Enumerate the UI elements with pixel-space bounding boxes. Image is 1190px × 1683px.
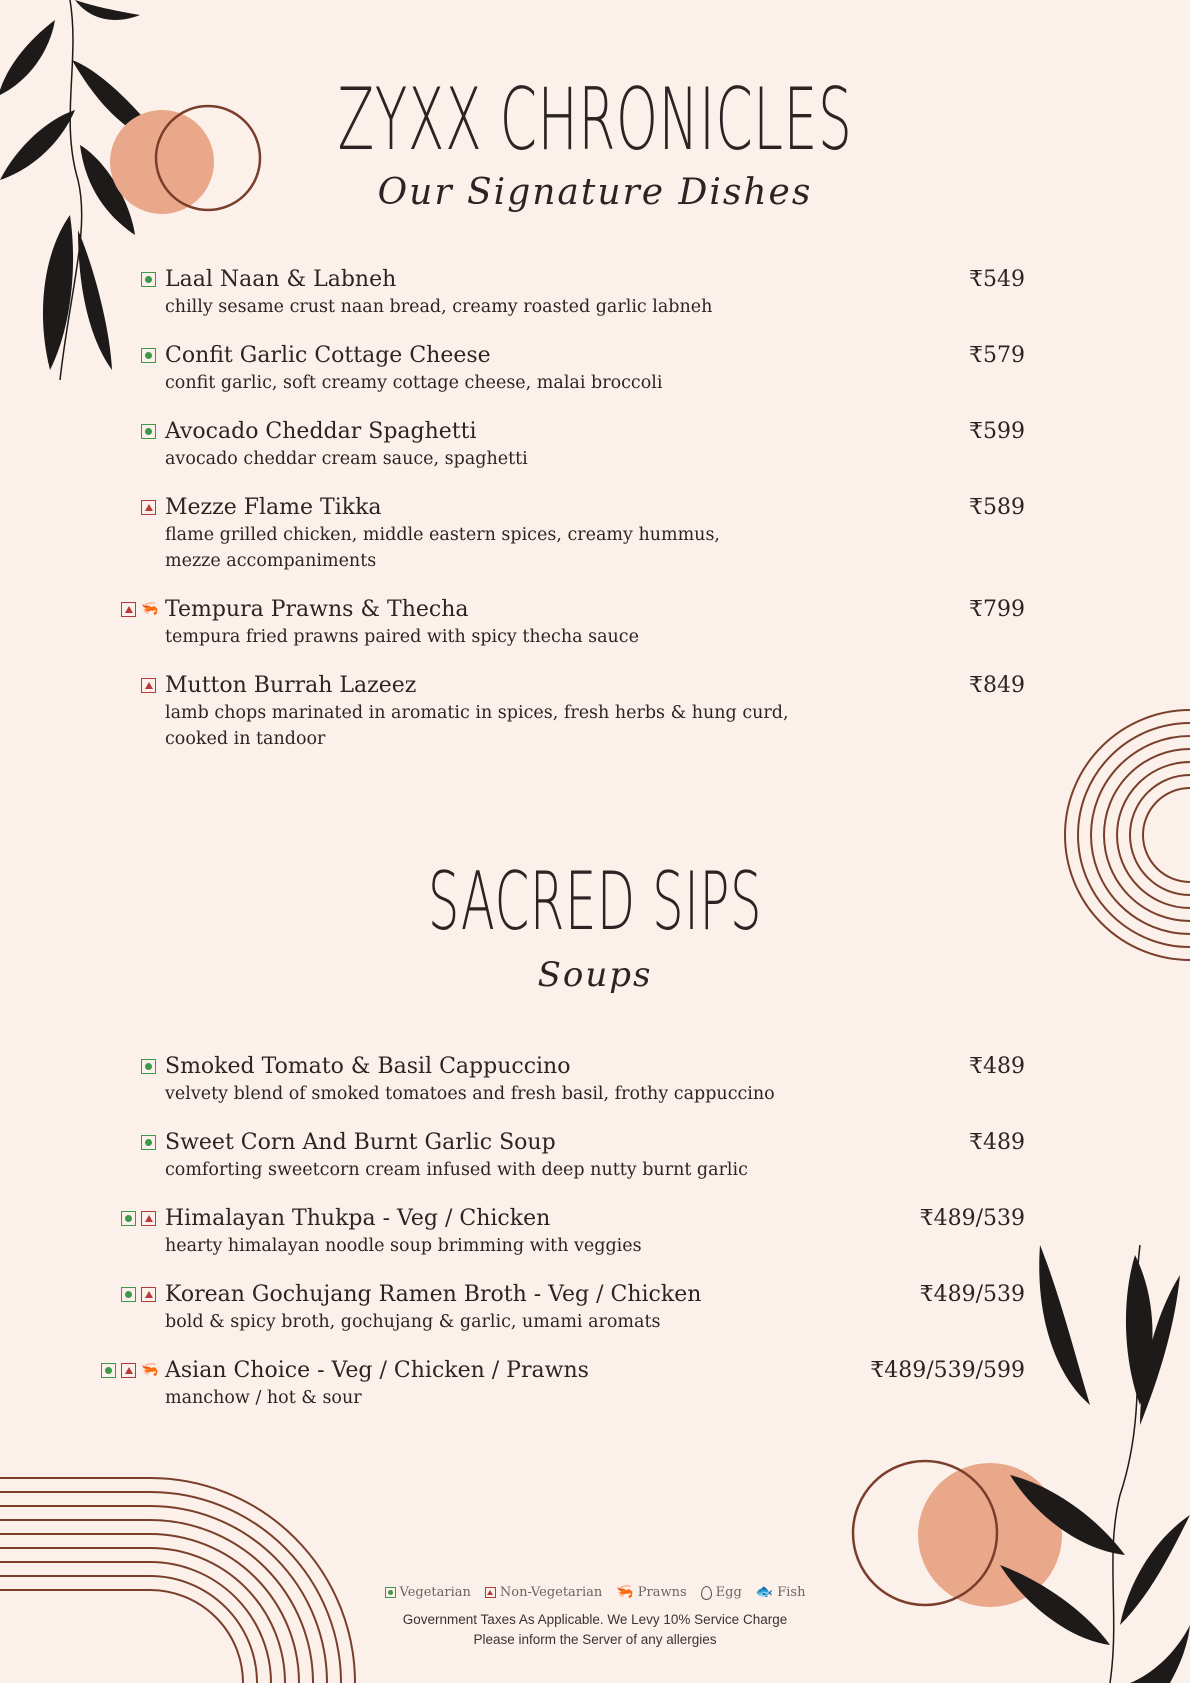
item-name: Mezze Flame Tikka	[165, 495, 382, 520]
item-name: Mutton Burrah Lazeez	[165, 673, 417, 698]
prawn-icon: 🦐	[141, 601, 159, 617]
diet-icons	[121, 1211, 156, 1226]
veg-icon	[141, 424, 156, 439]
item-description: flame grilled chicken, middle eastern spices, creamy hummus, mezze accompaniments	[165, 525, 720, 571]
diet-icons	[121, 1287, 156, 1302]
dietary-legend	[0, 1585, 1190, 1600]
item-price: ₹489/539/599	[870, 1358, 1025, 1383]
nonveg-icon	[141, 1287, 156, 1302]
arch-lines-bottom-left	[0, 1470, 360, 1683]
menu-item	[165, 1205, 1025, 1259]
legend-veg	[385, 1585, 471, 1600]
veg-icon	[141, 348, 156, 363]
legend-egg-label: Egg	[715, 1585, 742, 1600]
item-price: ₹799	[969, 597, 1025, 622]
veg-icon	[385, 1587, 396, 1598]
item-price: ₹549	[969, 267, 1025, 292]
fish-icon: 🐟	[755, 1584, 774, 1600]
item-price: ₹489	[969, 1054, 1025, 1079]
tax-note: Government Taxes As Applicable. We Levy 10% Service Charge	[402, 1612, 788, 1627]
item-price: ₹579	[969, 343, 1025, 368]
legend-egg	[701, 1585, 742, 1600]
section-subtitle-signature: Our Signature Dishes	[377, 172, 813, 213]
nonveg-icon	[141, 678, 156, 693]
item-description: bold & spicy broth, gochujang & garlic, umami aromats	[165, 1312, 661, 1332]
item-price: ₹489	[969, 1130, 1025, 1155]
nonveg-icon	[121, 602, 136, 617]
veg-icon	[141, 1059, 156, 1074]
veg-icon	[121, 1287, 136, 1302]
item-name: Himalayan Thukpa - Veg / Chicken	[165, 1206, 551, 1231]
item-name: Asian Choice - Veg / Chicken / Prawns	[165, 1358, 589, 1383]
item-name: Laal Naan & Labneh	[165, 267, 397, 292]
legend-prawns-label: Prawns	[637, 1585, 687, 1600]
nonveg-icon	[485, 1587, 496, 1598]
diet-icons	[141, 348, 156, 363]
item-description: tempura fried prawns paired with spicy thecha sauce	[165, 627, 639, 647]
item-description: manchow / hot & sour	[165, 1388, 362, 1408]
item-price: ₹849	[969, 673, 1025, 698]
menu-item	[165, 494, 1025, 574]
item-price: ₹589	[969, 495, 1025, 520]
item-description: confit garlic, soft creamy cottage cheese, malai broccoli	[165, 373, 663, 393]
section-subtitle-soups: Soups	[537, 955, 653, 995]
item-description: chilly sesame crust naan bread, creamy roasted garlic labneh	[165, 297, 713, 317]
nonveg-icon	[141, 500, 156, 515]
arch-lines-right	[1000, 705, 1190, 965]
menu-item	[165, 418, 1025, 472]
legend-fish	[756, 1585, 806, 1600]
menu-item	[165, 672, 1025, 752]
diet-icons	[141, 272, 156, 287]
diet-icons	[141, 1059, 156, 1074]
item-description: hearty himalayan noodle soup brimming with veggies	[165, 1236, 642, 1256]
egg-icon	[701, 1586, 712, 1600]
prawn-icon: 🦐	[616, 1584, 634, 1600]
item-name: Tempura Prawns & Thecha	[165, 597, 469, 622]
allergy-note: Please inform the Server of any allergies	[473, 1632, 717, 1647]
diet-icons	[141, 678, 156, 693]
item-price: ₹599	[969, 419, 1025, 444]
legend-nonveg-label: Non-Vegetarian	[499, 1585, 603, 1600]
diet-icons	[141, 500, 156, 515]
menu-item	[141, 1357, 1025, 1411]
diet-icons	[101, 1363, 158, 1378]
item-price: ₹489/539	[919, 1282, 1025, 1307]
veg-icon	[141, 272, 156, 287]
menu-item	[165, 342, 1025, 396]
section-title-signature: ZYXX CHRONICLES	[337, 70, 853, 170]
legend-veg-label: Vegetarian	[399, 1585, 471, 1600]
section-title-soups: SACRED SIPS	[427, 855, 763, 948]
item-description: avocado cheddar cream sauce, spaghetti	[165, 449, 528, 469]
veg-icon	[121, 1211, 136, 1226]
item-description: comforting sweetcorn cream infused with deep nutty burnt garlic	[165, 1160, 748, 1180]
menu-item	[165, 1281, 1025, 1335]
veg-icon	[141, 1135, 156, 1150]
legend-nonveg	[485, 1585, 602, 1600]
legend-fish-label: Fish	[777, 1585, 806, 1600]
item-name: Smoked Tomato & Basil Cappuccino	[165, 1054, 571, 1079]
item-name: Korean Gochujang Ramen Broth - Veg / Chicken	[165, 1282, 702, 1307]
veg-icon	[101, 1363, 116, 1378]
diet-icons	[121, 602, 158, 617]
legend-prawns	[616, 1585, 686, 1600]
item-description: velvety blend of smoked tomatoes and fresh basil, frothy cappuccino	[165, 1084, 775, 1104]
nonveg-icon	[141, 1211, 156, 1226]
item-name: Avocado Cheddar Spaghetti	[165, 419, 477, 444]
menu-item	[141, 596, 1025, 650]
menu-item	[165, 1129, 1025, 1183]
item-name: Sweet Corn And Burnt Garlic Soup	[165, 1130, 556, 1155]
menu-item	[165, 1053, 1025, 1107]
item-name: Confit Garlic Cottage Cheese	[165, 343, 491, 368]
item-price: ₹489/539	[919, 1206, 1025, 1231]
menu-item	[165, 266, 1025, 320]
item-description: lamb chops marinated in aromatic in spices, fresh herbs & hung curd, cooked in tandoor	[165, 703, 789, 749]
prawn-icon: 🦐	[141, 1362, 159, 1378]
diet-icons	[141, 424, 156, 439]
diet-icons	[141, 1135, 156, 1150]
nonveg-icon	[121, 1363, 136, 1378]
